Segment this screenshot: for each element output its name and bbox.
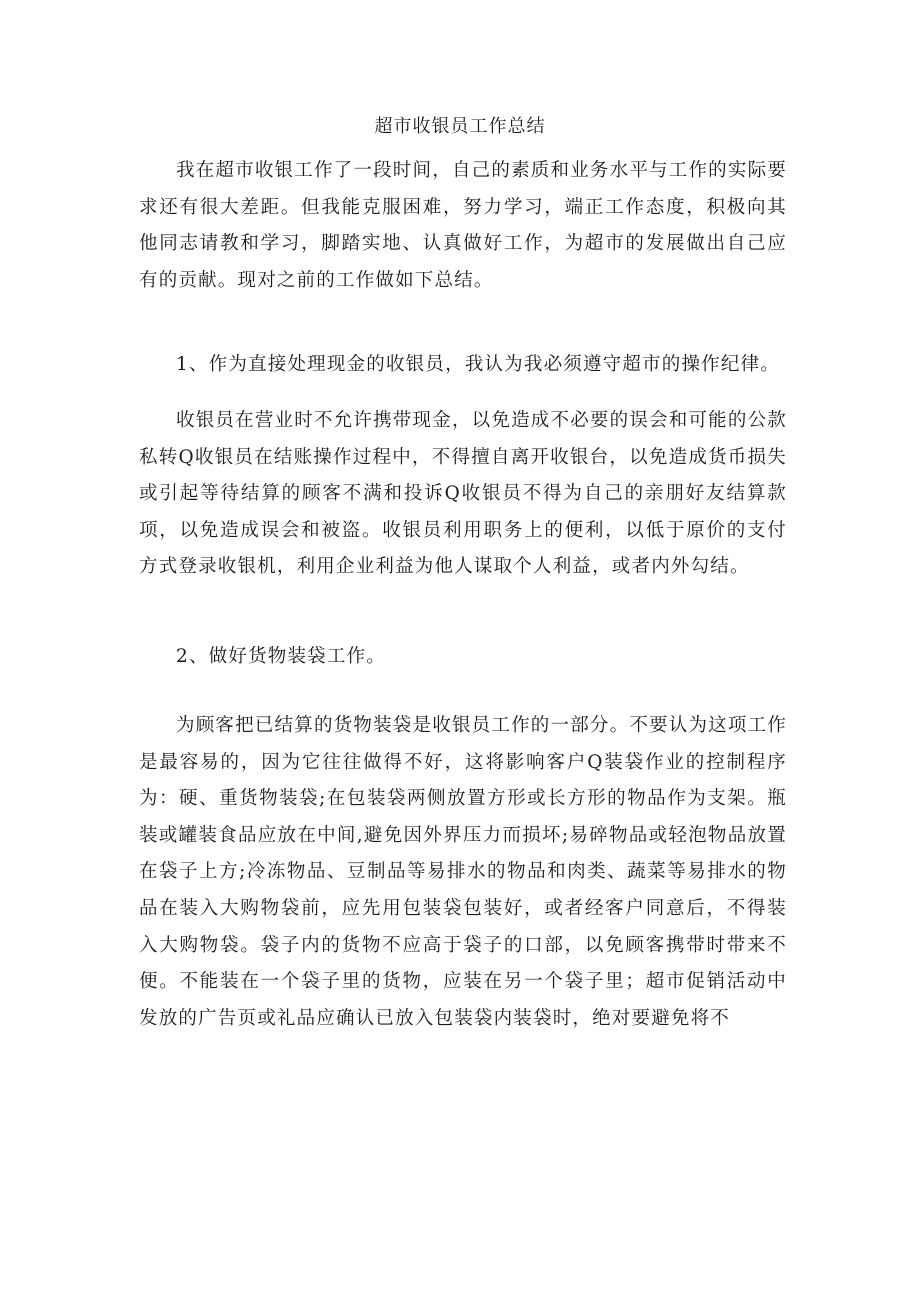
paragraph-section-2-body: 为顾客把已结算的货物装袋是收银员工作的一部分。不要认为这项工作是最容易的，因为它往往做得不好，这将影响客户Q装袋作业的控制程序为：硬、重货物装袋;在包装袋两侧放置方形或长方形的物品作为支架。瓶装或罐装食品应放在中间,避免因外界压力而损坏;易碎物品或轻泡物品放置在袋子上方;冷冻物品、豆制品等易排水的物品和肉类、蔬菜等易排水的物品在装入大购物袋前，应先用包装袋包装好，或者经客户同意后，不得装入大购物袋。袋子内的货物不应高于袋子的口部，以免顾客携带时带来不便。不能装在一个袋子里的货物，应装在另一个袋子里；超市促销活动中发放的广告页或礼品应确认已放入包装袋内装袋时，绝对要避免将不 [139,715,787,1029]
paragraph-intro: 我在超市收银工作了一段时间，自己的素质和业务水平与工作的实际要求还有很大差距。但我能克服困难，努力学习，端正工作态度，积极向其他同志请教和学习，脚踏实地、认真做好工作，为超市的发展做出自己应有的贡献。现对之前的工作做如下总结。 [139,160,787,291]
paragraph-section-1-body: 收银员在营业时不允许携带现金，以免造成不必要的误会和可能的公款私转Q收银员在结账操作过程中，不得擅自离开收银台，以免造成货币损失或引起等待结算的顾客不满和投诉Q收银员不得为自己的亲朋好友结算款项，以免造成误会和被盗。收银员利用职务上的便利，以低于原价的支付方式登录收银机，利用企业利益为他人谋取个人利益，或者内外勾结。 [139,410,787,578]
paragraph-section-2-heading: 2、做好货物装袋工作。 [176,646,386,667]
paragraph-section-1-heading: 1、作为直接处理现金的收银员，我认为我必须遵守超市的操作纪律。 [176,354,780,375]
document-title: 超市收银员工作总结 [374,116,546,137]
